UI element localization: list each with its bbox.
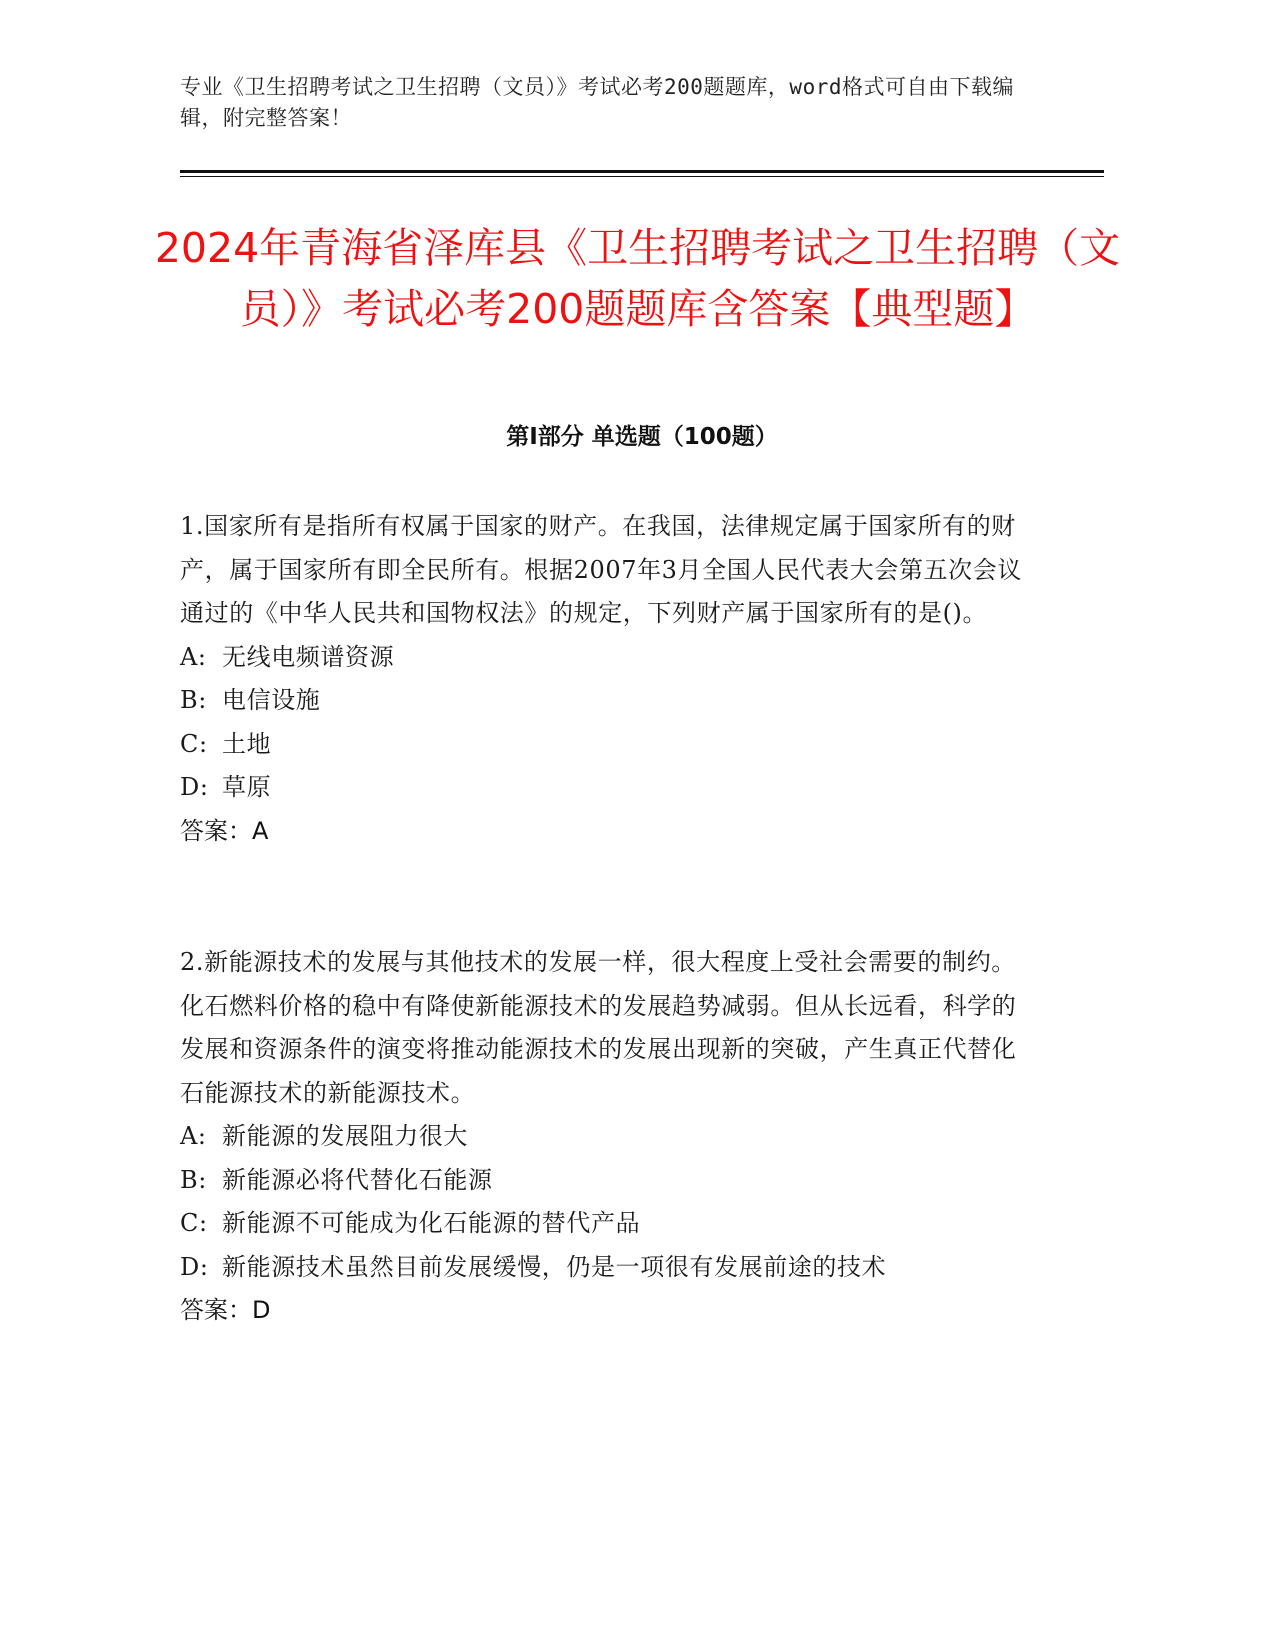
option-key: C: [180, 729, 208, 758]
option-c [180, 1202, 1040, 1246]
option-key: B: [180, 1165, 207, 1194]
document-title: 2024年青海省泽库县《卫生招聘考试之卫生招聘（文员）》考试必考200题题库含答案【典型题】 [154, 224, 1121, 333]
option-key: D: [180, 773, 209, 801]
answer-line: 答案：A [180, 816, 269, 845]
option-text: 无线电频谱资源 [222, 642, 395, 671]
option-key: D: [180, 1252, 209, 1281]
option-b [180, 679, 1040, 723]
option-text: 新能源不可能成为化石能源的替代产品 [222, 1209, 641, 1237]
question-stem: 2.新能源技术的发展与其他技术的发展一样，很大程度上受社会需要的制约。化石燃料价格的稳中有降使新能源技术的发展趋势减弱。但从长远看，科学的发展和资源条件的演变将推动能源技术的发展出现新的突破，产生真正代替化石能源技术的新能源技术。 [180, 948, 1017, 1107]
option-b [180, 1159, 1040, 1203]
option-a [180, 1115, 1040, 1159]
answer-line: 答案：D [180, 1296, 271, 1324]
question-1 [180, 505, 1040, 853]
option-d [180, 1246, 1040, 1290]
option-a [180, 636, 1040, 680]
question-stem: 1.国家所有是指所有权属于国家的财产。在我国，法律规定属于国家所有的财产，属于国家所有即全民所有。根据2007年3月全国人民代表大会第五次会议通过的《中华人民共和国物权法》的规定，下列财产属于国家所有的是()。 [180, 512, 1022, 627]
option-text: 电信设施 [222, 686, 321, 714]
header-note: 专业《卫生招聘考试之卫生招聘（文员）》考试必考200题题库，word格式可自由下载编辑，附完整答案！ [180, 75, 1014, 130]
option-text: 新能源技术虽然目前发展缓慢，仍是一项很有发展前途的技术 [222, 1252, 887, 1281]
option-key: C: [180, 1209, 208, 1237]
option-text: 新能源必将代替化石能源 [222, 1165, 493, 1194]
header-rule-thin [180, 176, 1104, 177]
option-key: A: [180, 642, 207, 671]
option-text: 新能源的发展阻力很大 [222, 1122, 468, 1150]
option-text: 草原 [222, 773, 272, 801]
option-key: A: [180, 1122, 207, 1150]
question-2 [180, 941, 1040, 1333]
option-text: 土地 [222, 729, 272, 758]
option-c [180, 723, 1040, 767]
option-d [180, 766, 1040, 810]
option-key: B: [180, 686, 207, 714]
header-rule-thick [180, 170, 1104, 173]
section-heading: 第I部分 单选题（100题） [506, 424, 778, 450]
